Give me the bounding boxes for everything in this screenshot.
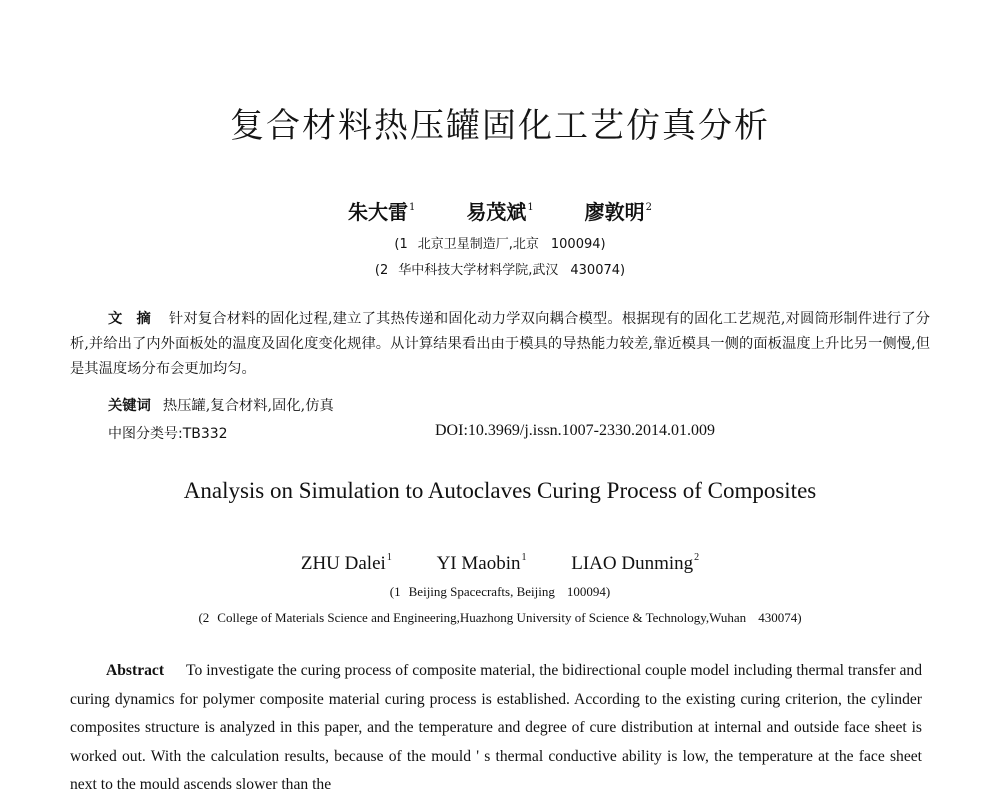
chinese-abstract-text: 针对复合材料的固化过程,建立了其热传递和固化动力学双向耦合模型。根据现有的固化工艺规范,对圆筒形制件进行了分析,并给出了内外面板处的温度及固化度变化规律。从计算结果看出由于模具的导热能力较差,靠近模具一侧的面板温度上升比另一侧慢,但是其温度场分布会更加均匀。 [70, 311, 930, 377]
affiliation-postcode: 100094) [550, 237, 606, 252]
chinese-abstract [70, 307, 930, 382]
affiliation-postcode: 430074) [758, 610, 802, 625]
affiliation-number: (2 [374, 263, 389, 278]
affiliation-postcode: 430074) [570, 263, 626, 278]
chinese-abstract-label: 文摘 [108, 311, 165, 327]
chinese-author-list [0, 196, 1000, 225]
affiliation-name: 华中科技大学材料学院,武汉 [398, 263, 559, 278]
author-affiliation-marker: 1 [408, 202, 416, 213]
chinese-author-name: 廖敦明 [584, 200, 645, 224]
english-author-name: YI Maobin [436, 553, 521, 574]
chinese-affiliation [0, 233, 1000, 252]
doi: DOI:10.3969/j.issn.1007-2330.2014.01.009 [435, 422, 715, 439]
english-affiliation [0, 584, 1000, 600]
author-affiliation-marker: 1 [386, 552, 392, 563]
english-author-name: LIAO Dunming [571, 553, 694, 574]
chinese-keywords-label: 关键词 [108, 398, 151, 414]
affiliation-number: (1 [389, 584, 401, 599]
chinese-keywords-text: 热压罐,复合材料,固化,仿真 [162, 398, 334, 414]
english-author [571, 553, 699, 574]
author-affiliation-marker: 2 [694, 552, 700, 563]
english-author-list [0, 552, 1000, 575]
english-author-name: ZHU Dalei [300, 553, 386, 574]
english-author [301, 553, 392, 574]
english-affiliation [0, 610, 1000, 626]
chinese-author-name: 朱大雷 [347, 200, 408, 224]
affiliation-name: Beijing Spacecrafts, Beijing [408, 584, 555, 599]
affiliation-number: (1 [394, 237, 408, 252]
author-affiliation-marker: 1 [521, 552, 527, 563]
chinese-author-name: 易茂斌 [466, 200, 527, 224]
english-abstract-text: To investigate the curing process of composite material, the bidirectional couple model including thermal transfer and curing dynamics for polymer composite material curing process is established. According to the existing curing criterion, the cylinder composites structure is analyzed in this paper, and the temperature and degree of cure distribution at internal and outside face sheet is worked out. With the calculation results, because of the mould ' s thermal conductive ability is low, the temperature at the face sheet next to the mould ascends slower than the [70, 662, 922, 794]
author-affiliation-marker: 1 [527, 202, 534, 213]
chinese-title: 复合材料热压罐固化工艺仿真分析 [230, 106, 770, 146]
english-abstract-label: Abstract [106, 662, 165, 679]
chinese-affiliation [0, 259, 1000, 278]
affiliation-name: 北京卫星制造厂,北京 [417, 237, 539, 252]
affiliation-postcode: 100094) [566, 584, 611, 599]
author-affiliation-marker: 2 [645, 202, 653, 213]
chinese-keywords [108, 395, 334, 415]
classification-number: 中图分类号:TB332 [108, 426, 228, 442]
affiliation-name: College of Materials Science and Engineering,Huazhong University of Science & Technology,Wuhan [217, 610, 747, 625]
english-title: Analysis on Simulation to Autoclaves Curing Process of Composites [183, 478, 817, 503]
chinese-author [585, 200, 652, 224]
chinese-author [466, 200, 533, 224]
affiliation-number: (2 [198, 610, 210, 625]
english-author [437, 553, 527, 574]
english-abstract [70, 657, 922, 800]
chinese-author [348, 200, 415, 224]
